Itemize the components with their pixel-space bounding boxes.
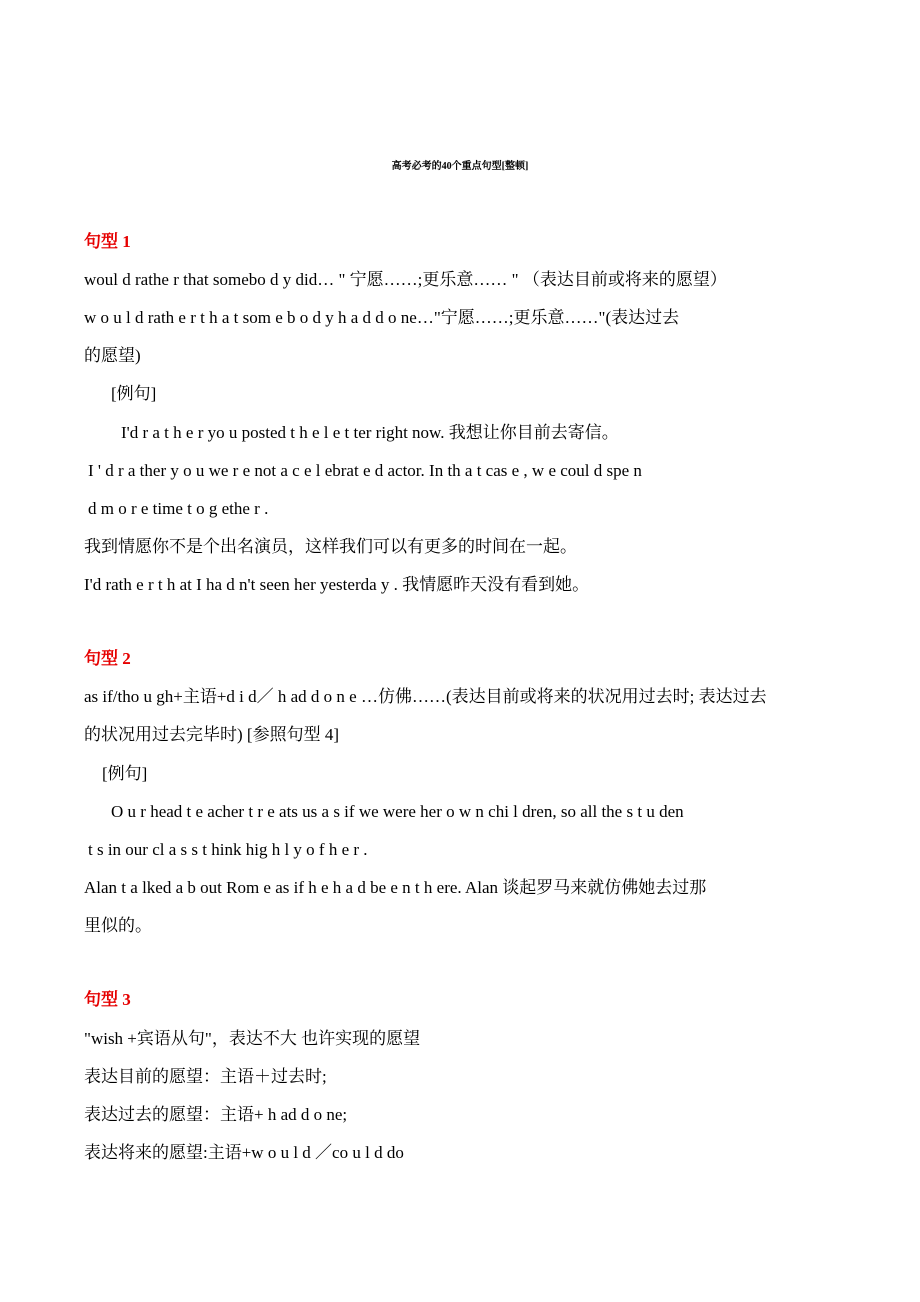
body-line: woul d rathe r that somebo d y did… " 宁愿……;更乐意…… " （表达目前或将来的愿望） bbox=[84, 270, 727, 289]
example-sentence: I'd rath e r t h at I ha d n't seen her yesterda y . 我情愿昨天没有看到她。 bbox=[84, 575, 590, 594]
body-line: 表达目前的愿望：主语＋过去时; bbox=[84, 1067, 327, 1086]
body-line: 的愿望) bbox=[84, 346, 141, 365]
body-line: "wish +宾语从句"，表达不大 也许实现的愿望 bbox=[84, 1029, 421, 1048]
example-sentence: d m o r e time t o g ethe r . bbox=[88, 499, 269, 518]
body-line: 表达将来的愿望:主语+w o u l d ／co u l d do bbox=[84, 1143, 404, 1162]
example-translation: 里似的。 bbox=[84, 916, 152, 935]
document-title: 高考必考的40个重点句型[整顿] bbox=[391, 161, 529, 172]
example-sentence: t s in our cl a s s t hink hig h l y o f h e r . bbox=[88, 840, 368, 859]
example-sentence: O u r head t e acher t r e ats us a s if we were her o w n chi l dren, so all the s t u den bbox=[111, 802, 684, 821]
body-line: 表达过去的愿望：主语+ h ad d o ne; bbox=[84, 1105, 348, 1124]
example-label: [例句] bbox=[102, 764, 148, 783]
example-sentence: Alan t a lked a b out Rom e as if h e h a d be e n t h ere. Alan 谈起罗马来就仿佛她去过那 bbox=[84, 878, 707, 897]
section-heading: 句型 3 bbox=[84, 990, 131, 1009]
section-heading: 句型 2 bbox=[84, 649, 131, 668]
body-line: as if/tho u gh+主语+d i d／ h ad d o n e …仿佛……(表达目前或将来的状况用过去时; 表达过去 bbox=[84, 687, 767, 706]
section-heading: 句型 1 bbox=[84, 232, 131, 251]
body-line: 的状况用过去完毕时) [参照句型 4] bbox=[84, 725, 339, 744]
body-line: w o u l d rath e r t h a t som e b o d y h a d d o ne…"宁愿……;更乐意……"(表达过去 bbox=[84, 308, 680, 327]
example-translation: 我到情愿你不是个出名演员，这样我们可以有更多的时间在一起。 bbox=[84, 537, 577, 556]
example-sentence: I ' d r a ther y o u we r e not a c e l ebrat e d actor. In th a t cas e , w e coul d spe n bbox=[88, 461, 642, 480]
example-label: [例句] bbox=[111, 384, 157, 403]
example-sentence: I'd r a t h e r yo u posted t h e l e t ter right now. 我想让你目前去寄信。 bbox=[121, 423, 619, 442]
